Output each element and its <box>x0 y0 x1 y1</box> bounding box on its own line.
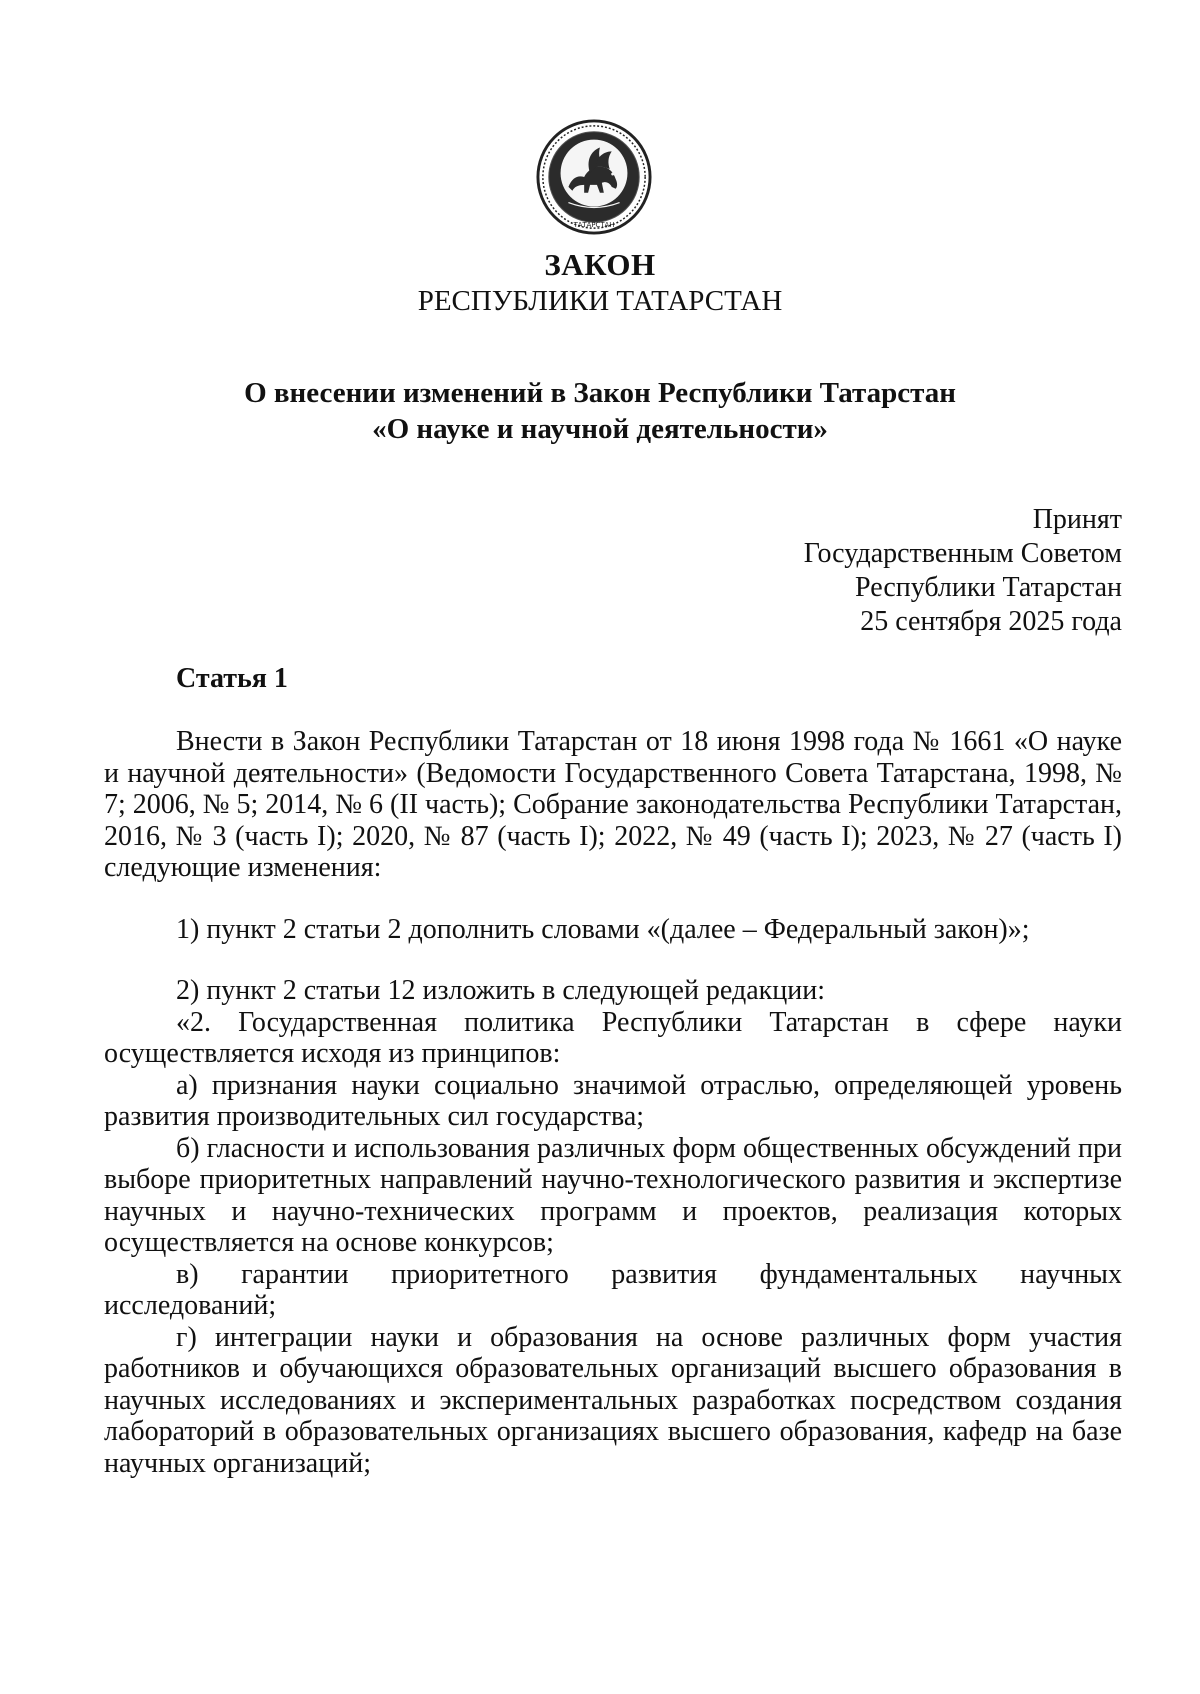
sub-item-a: а) признания науки социально значимой отраслью, определяющей уровень развития производительных сил государства; <box>104 1069 1122 1132</box>
adoption-line-1: Принят <box>1032 504 1122 535</box>
clause-2-paragraph: «2. Государственная политика Республики Татарстан в сфере науки осуществляется исходя из принципов: <box>104 1006 1122 1069</box>
article-body <box>104 726 1122 1479</box>
law-subject <box>150 375 1050 447</box>
document-type: ЗАКОН <box>544 247 656 282</box>
tatarstan-coat-of-arms-icon <box>535 118 653 236</box>
adoption-date: 25 сентября 2025 года <box>860 606 1122 637</box>
amendment-item-2: 2) пункт 2 статьи 12 изложить в следующей редакции: <box>176 975 826 1006</box>
sub-item-g: г) интеграции науки и образования на основе различных форм участия работников и обучающихся образовательных организаций высшего образования в научных исследованиях и экспериментальных разработках посредством создания лабораторий в образовательных организациях высшего образования, кафедр на базе научных организаций; <box>104 1321 1122 1479</box>
sub-item-b: б) гласности и использования различных форм общественных обсуждений при выборе приоритетных направлений научно-технологического развития и экспертизе научных и научно-технических программ и проектов, реализация которых осуществляется на основе конкурсов; <box>104 1132 1122 1258</box>
document-issuer: РЕСПУБЛИКИ ТАТАРСТАН <box>417 285 783 317</box>
sub-item-v: в) гарантии приоритетного развития фундаментальных научных исследований; <box>104 1258 1122 1321</box>
document-title <box>100 247 1100 319</box>
adoption-block <box>804 503 1122 639</box>
law-subject-line-1: О внесении изменений в Закон Республики Татарстан <box>244 377 956 409</box>
emblem-legend-text: ТАТАРСТАН <box>573 221 615 230</box>
law-subject-line-2: «О науке и научной деятельности» <box>372 413 828 445</box>
article-heading: Статья 1 <box>176 663 288 694</box>
article-intro-paragraph: Внести в Закон Республики Татарстан от 18 июня 1998 года № 1661 «О науке и научной деятельности» (Ведомости Государственного Совета Татарстана, 1998, № 7; 2006, № 5; 2014, № 6 (II часть); Собрание законодательства Республики Татарстан, 2016, № 3 (часть I); 2020, № 87 (часть I); 2022, № 49 (часть I); 2023, № 27 (часть I) следующие изменения: <box>104 726 1122 883</box>
adoption-line-2: Государственным Советом <box>803 538 1122 569</box>
amendment-item-1: 1) пункт 2 статьи 2 дополнить словами «(далее – Федеральный закон)»; <box>176 913 1030 945</box>
adoption-line-3: Республики Татарстан <box>855 572 1122 603</box>
